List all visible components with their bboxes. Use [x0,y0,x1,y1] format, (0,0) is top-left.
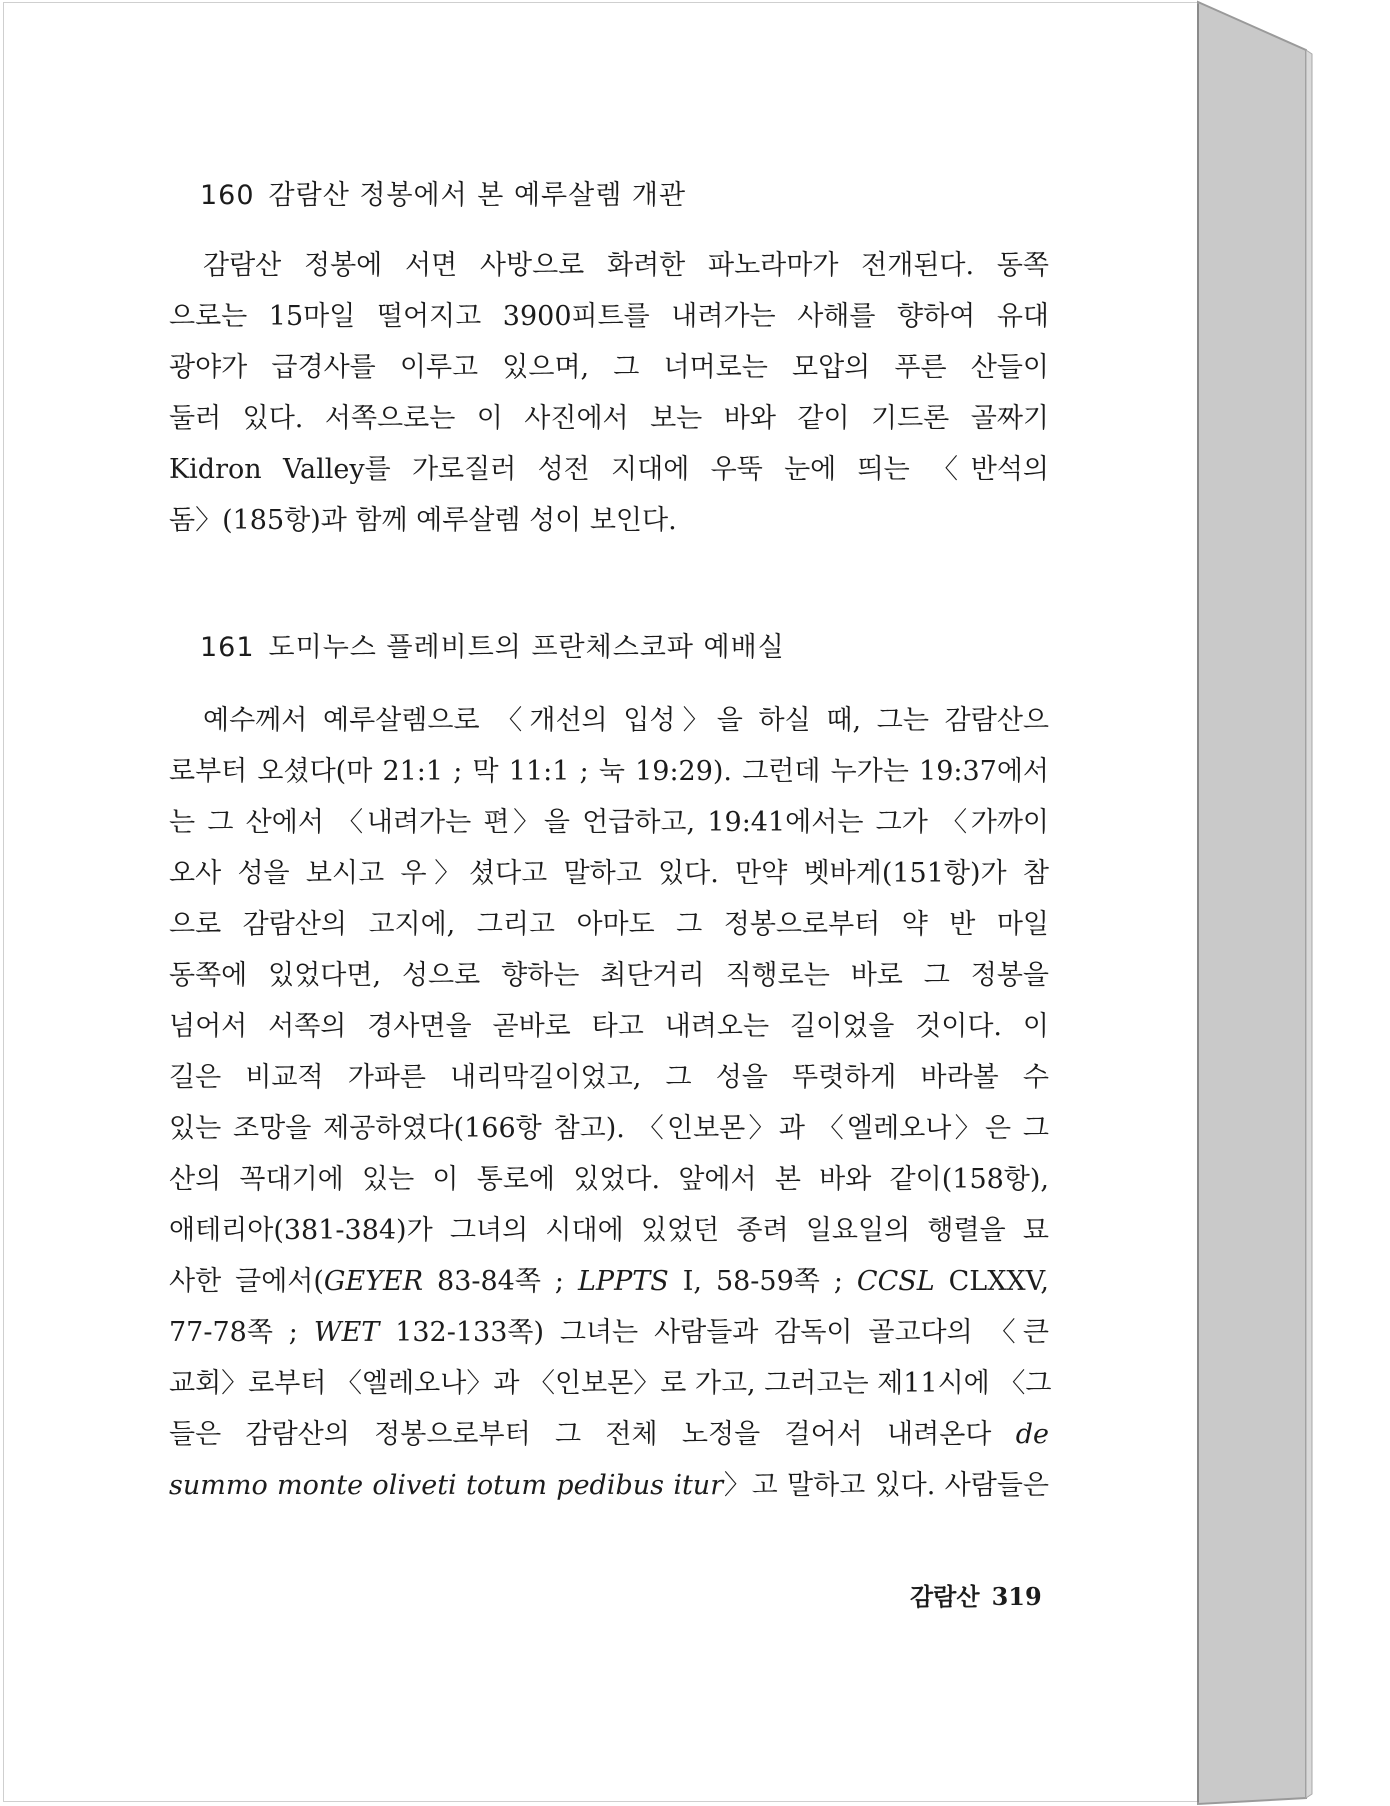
text-line: summo monte oliveti totum pedibus itur〉고 말하고 있다. 사람들은 [169,1470,1049,1501]
text-line: 으로는 15마일 떨어지고 3900피트를 내려가는 사해를 향하여 유대 [169,301,1049,332]
text-line: 길은 비교적 가파른 내리막길이었고, 그 성을 뚜렷하게 바라볼 수 [169,1062,1049,1093]
text-line: 동쪽에 있었다면, 성으로 향하는 최단거리 직행로는 바로 그 정봉을 [169,960,1049,991]
text-line: 둘러 있다. 서쪽으로는 이 사진에서 보는 바와 같이 기드론 골짜기 [169,403,1049,434]
section-heading-161 [200,625,785,664]
text-line: 사한 글에서(GEYER 83-84쪽 ; LPPTS I, 58-59쪽 ; CCSL CLXXV, [169,1266,1050,1297]
book-page [3,2,1197,1802]
text-line: 으로 감람산의 고지에, 그리고 아마도 그 정봉으로부터 약 반 마일 [169,909,1049,940]
section-title-text: 도미누스 플레비트의 프란체스코파 예배실 [268,632,785,663]
section-number: 160 [200,180,255,211]
text-line: Kidron Valley를 가로질러 성전 지대에 우뚝 눈에 띄는 〈반석의 [169,454,1049,485]
section-160-body [169,240,1049,546]
text-line: 오사 성을 보시고 우〉셨다고 말하고 있다. 만약 벳바게(151항)가 참 [169,858,1049,889]
section-heading-160 [200,173,686,212]
text-line: 광야가 급경사를 이루고 있으며, 그 너머로는 모압의 푸른 산들이 [169,352,1049,383]
section-title-text: 감람산 정봉에서 본 예루살렘 개관 [268,180,687,211]
text-line: 예수께서 예루살렘으로 〈개선의 입성〉을 하실 때, 그는 감람산으 [203,705,1049,736]
text-line: 는 그 산에서 〈내려가는 편〉을 언급하고, 19:41에서는 그가 〈가까이 [169,807,1049,838]
page-footer [910,1577,1042,1612]
text-line: 돔〉(185항)과 함께 예루살렘 성이 보인다. [169,505,677,536]
text-line: 교회〉로부터 〈엘레오나〉과 〈인보몬〉로 가고, 그러고는 제11시에 〈그 [169,1368,1052,1399]
text-line: 있는 조망을 제공하였다(166항 참고). 〈인보몬〉과 〈엘레오나〉은 그 [169,1113,1049,1144]
page-number: 319 [991,1582,1042,1611]
text-line: 77-78쪽 ; WET 132-133쪽) 그녀는 사람들과 감독이 골고다의 〈큰 [169,1317,1049,1348]
text-line: 들은 감람산의 정봉으로부터 그 전체 노정을 걸어서 내려온다 de [169,1419,1049,1450]
text-line: 로부터 오셨다(마 21:1 ; 막 11:1 ; 눅 19:29). 그런데 누가는 19:37에서 [169,756,1049,787]
text-line: 넘어서 서쪽의 경사면을 곧바로 타고 내려오는 길이었을 것이다. 이 [169,1011,1049,1042]
text-line: 산의 꼭대기에 있는 이 통로에 있었다. 앞에서 본 바와 같이(158항), [169,1164,1049,1195]
section-161-body [169,695,1052,1511]
section-number: 161 [200,632,255,663]
text-line: 애테리아(381-384)가 그녀의 시대에 있었던 종려 일요일의 행렬을 묘 [169,1215,1049,1246]
running-head: 감람산 [910,1582,980,1611]
text-line: 감람산 정봉에 서면 사방으로 화려한 파노라마가 전개된다. 동쪽 [203,250,1049,281]
